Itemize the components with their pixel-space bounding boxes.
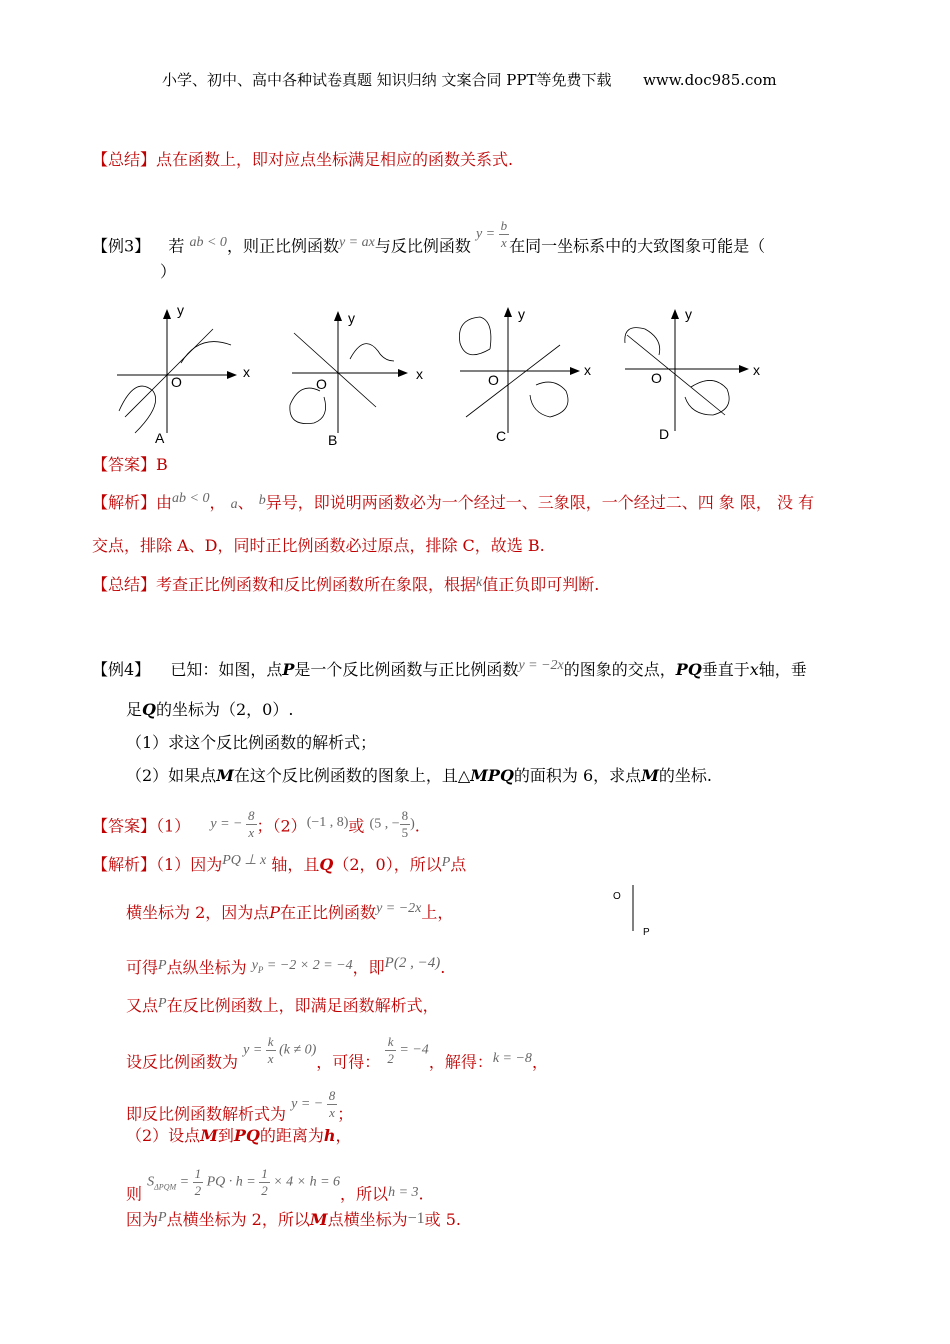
math-linear-function: y = −2x <box>518 658 564 673</box>
math-equation <box>385 1034 428 1067</box>
math-var: P <box>269 903 281 922</box>
hyperbola-branch <box>530 382 568 417</box>
math-numerator: 8 <box>248 808 255 823</box>
analysis-text: ； <box>337 1104 354 1124</box>
question-text: 的坐标. <box>658 766 712 785</box>
example-3-summary <box>92 575 599 597</box>
math-var: P <box>441 855 451 870</box>
example-3-answer <box>92 455 168 475</box>
y-label: y <box>177 305 184 318</box>
math-answer-1 <box>210 808 256 841</box>
arrow-icon <box>398 369 408 377</box>
example-tag: 【例3】 <box>92 236 151 256</box>
math-denominator: x <box>246 824 257 841</box>
math-var: Q <box>142 700 156 719</box>
option-label: D <box>659 426 670 442</box>
answer-text: 或 <box>348 816 365 836</box>
example-4-analysis-l3 <box>126 955 446 984</box>
analysis-tag: 【解析】 <box>92 855 157 874</box>
math-fraction <box>193 1166 204 1199</box>
analysis-text: 又点 <box>126 996 159 1015</box>
hyperbola-branch <box>119 386 156 433</box>
analysis-text: 在正比例函数 <box>280 903 377 922</box>
math-var: P <box>158 1210 167 1225</box>
math-var: M <box>309 1210 328 1229</box>
analysis-text: . <box>440 958 446 977</box>
analysis-text: ，解得： <box>428 1052 493 1072</box>
math-var: h <box>323 1126 336 1145</box>
math-var: a <box>230 497 238 512</box>
math-value: −1 <box>407 1210 425 1227</box>
math-subscript: P <box>257 964 264 975</box>
example-4-analysis-l2 <box>126 903 453 925</box>
analysis-text: 轴，且 <box>271 855 320 874</box>
math-part: = −4 <box>399 1042 429 1058</box>
analysis-text: 交点，排除 A、D，同时正比例函数必过原点，排除 C，故选 B. <box>92 536 545 555</box>
question-text: 的坐标为（2，0）. <box>155 700 294 719</box>
origin-label: O <box>613 891 621 902</box>
summary-text: 值正负即可判断. <box>482 575 600 594</box>
math-part: y = <box>243 1042 263 1058</box>
math-fraction <box>246 808 257 841</box>
analysis-text: 的距离为 <box>259 1126 324 1145</box>
math-var: PQ <box>675 660 702 679</box>
arrow-icon <box>671 309 679 319</box>
origin-label: O <box>316 376 327 392</box>
question-text: 是一个反比例函数与正比例函数 <box>294 660 519 679</box>
example-4-analysis-l4 <box>126 996 439 1018</box>
line-graph <box>466 345 560 417</box>
analysis-text: 点横坐标为 2，所以 <box>166 1210 310 1229</box>
answer-value: B <box>156 455 168 474</box>
question-text: 垂直于 <box>701 660 750 679</box>
math-expression: h = 3 <box>388 1184 419 1200</box>
math-var: M <box>641 766 659 785</box>
math-part: y = − <box>291 1096 324 1112</box>
math-denominator: x <box>499 234 510 251</box>
analysis-text: ，可得： <box>316 1052 381 1072</box>
math-part: ) <box>410 816 415 832</box>
summary-1 <box>92 150 513 170</box>
analysis-text: 点纵坐标为 <box>166 958 247 977</box>
math-var: P <box>282 660 295 679</box>
analysis-text: 点横坐标为 <box>327 1210 408 1229</box>
math-part: y = − <box>210 816 243 832</box>
math-point <box>370 808 415 841</box>
x-label: x <box>243 364 250 380</box>
x-label: x <box>584 362 591 378</box>
math-var: x <box>749 660 759 679</box>
example-3-analysis-line2 <box>92 536 545 556</box>
math-var: M <box>216 766 234 785</box>
math-fraction <box>266 1034 276 1067</box>
math-point: P(2 , −4) <box>384 955 441 971</box>
math-var: k <box>476 575 483 590</box>
arrow-icon <box>739 365 749 373</box>
math-part: = <box>179 1174 190 1190</box>
summary-tag: 【总结】 <box>92 575 157 594</box>
example-tag: 【例4】 <box>92 660 151 679</box>
math-numerator: 1 <box>194 1166 202 1181</box>
math-inverse-function <box>243 1034 316 1067</box>
question-text: 轴，垂 <box>758 660 807 679</box>
question-text: 已知：如图，点 <box>170 660 283 679</box>
graph-a <box>105 305 265 455</box>
math-part: (k ≠ 0) <box>279 1042 317 1058</box>
question-text: （1）求这个反比例函数的解析式； <box>126 733 377 752</box>
header-title: 小学、初中、高中各种试卷真题 知识归纳 文案合同 PPT等免费下载 <box>162 71 612 89</box>
analysis-text: 因为 <box>126 1210 159 1229</box>
math-denominator: x <box>267 1051 274 1066</box>
option-label: B <box>328 432 338 448</box>
math-denominator: 2 <box>387 1051 394 1066</box>
math-expression: k = −8 <box>492 1050 532 1066</box>
point-label: P <box>643 927 650 935</box>
math-linear-function: y = ax <box>338 234 375 250</box>
hyperbola-branch <box>685 380 729 415</box>
analysis-text: 异号，即说明两函数必为一个经过一、三象限，一个经过二、四 象 限， 没 有 <box>265 493 815 512</box>
math-denominator: 2 <box>261 1183 268 1198</box>
analysis-text: 在反比例函数上，即满足函数解析式， <box>166 996 439 1015</box>
option-label: A <box>155 430 165 446</box>
line-graph <box>125 329 213 417</box>
math-numerator: k <box>387 1034 394 1049</box>
math-var: b <box>258 493 266 508</box>
header-site: www.doc985.com <box>643 71 777 89</box>
summary-text: 点在函数上，即对应点坐标满足相应的函数关系式. <box>156 150 514 169</box>
math-inverse-function <box>291 1088 337 1121</box>
figure-fragment <box>605 885 655 935</box>
question-text: ，则正比例函数 <box>226 236 339 256</box>
analysis-text: （1）因为 <box>156 855 223 874</box>
origin-label: O <box>171 374 182 390</box>
question-text: 在这个反比例函数的图象上，且△ <box>233 766 471 785</box>
hyperbola-branch <box>350 344 394 361</box>
line-graph <box>627 335 725 415</box>
math-subscript: ΔPQM <box>154 1182 177 1192</box>
analysis-text: 上， <box>421 903 454 922</box>
hyperbola-branch <box>459 317 490 355</box>
math-fraction <box>499 218 510 251</box>
question-text: ） <box>160 262 177 281</box>
question-text: 的图象的交点， <box>563 660 676 679</box>
math-fraction <box>259 1166 270 1199</box>
question-text: 若 <box>168 236 185 256</box>
question-text: 与反比例函数 <box>374 236 471 256</box>
arrow-icon <box>163 309 171 319</box>
graph-d <box>615 305 785 455</box>
math-expression <box>252 958 353 973</box>
example-4-sub1 <box>126 733 376 753</box>
example-4-answer <box>92 808 420 845</box>
analysis-text: 由 <box>156 493 173 512</box>
math-numerator: b <box>500 218 508 233</box>
answer-text: . <box>414 816 420 836</box>
analysis-text: ， <box>209 493 226 512</box>
answer-text: （1） <box>156 816 191 836</box>
math-numerator: 8 <box>401 808 409 823</box>
analysis-text: 、 <box>237 493 254 512</box>
math-condition: ab < 0 <box>172 491 210 506</box>
example-4-analysis-l8 <box>126 1166 424 1213</box>
graph-c <box>450 305 610 455</box>
option-label: C <box>496 428 507 444</box>
y-label: y <box>685 306 692 322</box>
math-fraction <box>327 1088 338 1121</box>
math-denominator: 5 <box>401 825 409 840</box>
analysis-text: ，即 <box>352 958 385 977</box>
arrow-icon <box>570 367 580 375</box>
y-label: y <box>518 306 525 322</box>
analysis-text: 到 <box>217 1126 234 1145</box>
graph-b <box>280 305 440 455</box>
math-part: × 4 × h = 6 <box>273 1174 341 1190</box>
example-3-analysis <box>92 493 814 515</box>
math-numerator: 1 <box>261 1166 268 1181</box>
analysis-text: 点 <box>450 855 467 874</box>
summary-text: 考查正比例函数和反比例函数所在象限，根据 <box>156 575 477 594</box>
example-4-analysis-l5 <box>126 1034 548 1081</box>
math-numerator: 8 <box>328 1088 336 1103</box>
arrow-icon <box>334 311 342 321</box>
example-4-question <box>92 660 807 682</box>
analysis-text: ，所以 <box>340 1184 389 1204</box>
hyperbola-branch <box>625 328 660 355</box>
math-denominator: x <box>327 1104 338 1121</box>
math-area-equation <box>147 1166 340 1199</box>
math-var: Q <box>319 855 334 874</box>
math-linear-function: y = −2x <box>376 901 422 916</box>
arrow-icon <box>504 307 512 317</box>
hyperbola-branch <box>290 388 326 424</box>
analysis-text: （2）设点 <box>126 1126 201 1145</box>
math-expression: PQ ⊥ x <box>222 853 267 868</box>
page-header <box>162 70 777 90</box>
math-condition: ab < 0 <box>189 234 227 250</box>
analysis-tag: 【解析】 <box>92 493 157 512</box>
math-part: PQ · h = <box>206 1174 256 1190</box>
math-fraction <box>385 1034 396 1067</box>
analysis-text: 横坐标为 2，因为点 <box>126 903 270 922</box>
math-var: M <box>200 1126 218 1145</box>
y-label: y <box>348 310 355 326</box>
math-part: y <box>251 958 258 973</box>
question-text: （2）如果点 <box>126 766 217 785</box>
example-4-sub2 <box>126 766 712 786</box>
answer-text: ；（2） <box>256 816 307 836</box>
analysis-text: 即反比例函数解析式为 <box>126 1104 287 1124</box>
analysis-text: . <box>418 1184 424 1204</box>
origin-label: O <box>488 372 499 388</box>
x-label: x <box>753 362 760 378</box>
analysis-text: ， <box>531 1052 548 1072</box>
hyperbola-branch <box>181 342 231 363</box>
analysis-text: 或 5. <box>424 1210 461 1229</box>
math-var: PQ <box>233 1126 260 1145</box>
example-4-analysis-l1 <box>92 855 466 877</box>
origin-label: O <box>651 370 662 386</box>
example-4-question-line2 <box>126 700 293 720</box>
answer-tag: 【答案】 <box>92 816 157 836</box>
question-text: 在同一坐标系中的大致图象可能是（ <box>509 236 766 256</box>
math-inverse-function <box>476 218 509 251</box>
question-text: 的面积为 6，求点 <box>513 766 642 785</box>
analysis-text: 可得 <box>126 958 159 977</box>
x-label: x <box>416 366 423 382</box>
analysis-text: ， <box>335 1126 352 1145</box>
arrow-icon <box>227 371 237 379</box>
example-4-analysis-l7 <box>126 1126 352 1146</box>
math-fraction <box>400 808 411 841</box>
example-4-analysis-l9 <box>126 1210 461 1232</box>
math-numerator: k <box>267 1034 274 1049</box>
math-part: y = <box>475 226 496 242</box>
analysis-text: （2，0），所以 <box>333 855 442 874</box>
math-part: (5 , − <box>369 816 400 832</box>
question-text: 足 <box>126 700 143 719</box>
analysis-text: 则 <box>126 1184 143 1204</box>
math-part: S <box>147 1174 155 1190</box>
example-3-question <box>92 218 766 265</box>
summary-tag: 【总结】 <box>92 150 157 169</box>
answer-tag: 【答案】 <box>92 455 157 474</box>
analysis-text: 设反比例函数为 <box>126 1052 239 1072</box>
example-3-question-end <box>160 262 176 282</box>
math-var: MPQ <box>470 766 514 785</box>
math-part: = −2 × 2 = −4 <box>266 958 353 973</box>
math-point: (−1 , 8) <box>306 814 349 830</box>
math-denominator: 2 <box>194 1183 202 1198</box>
math-var: P <box>158 996 167 1011</box>
math-var: P <box>158 958 167 973</box>
